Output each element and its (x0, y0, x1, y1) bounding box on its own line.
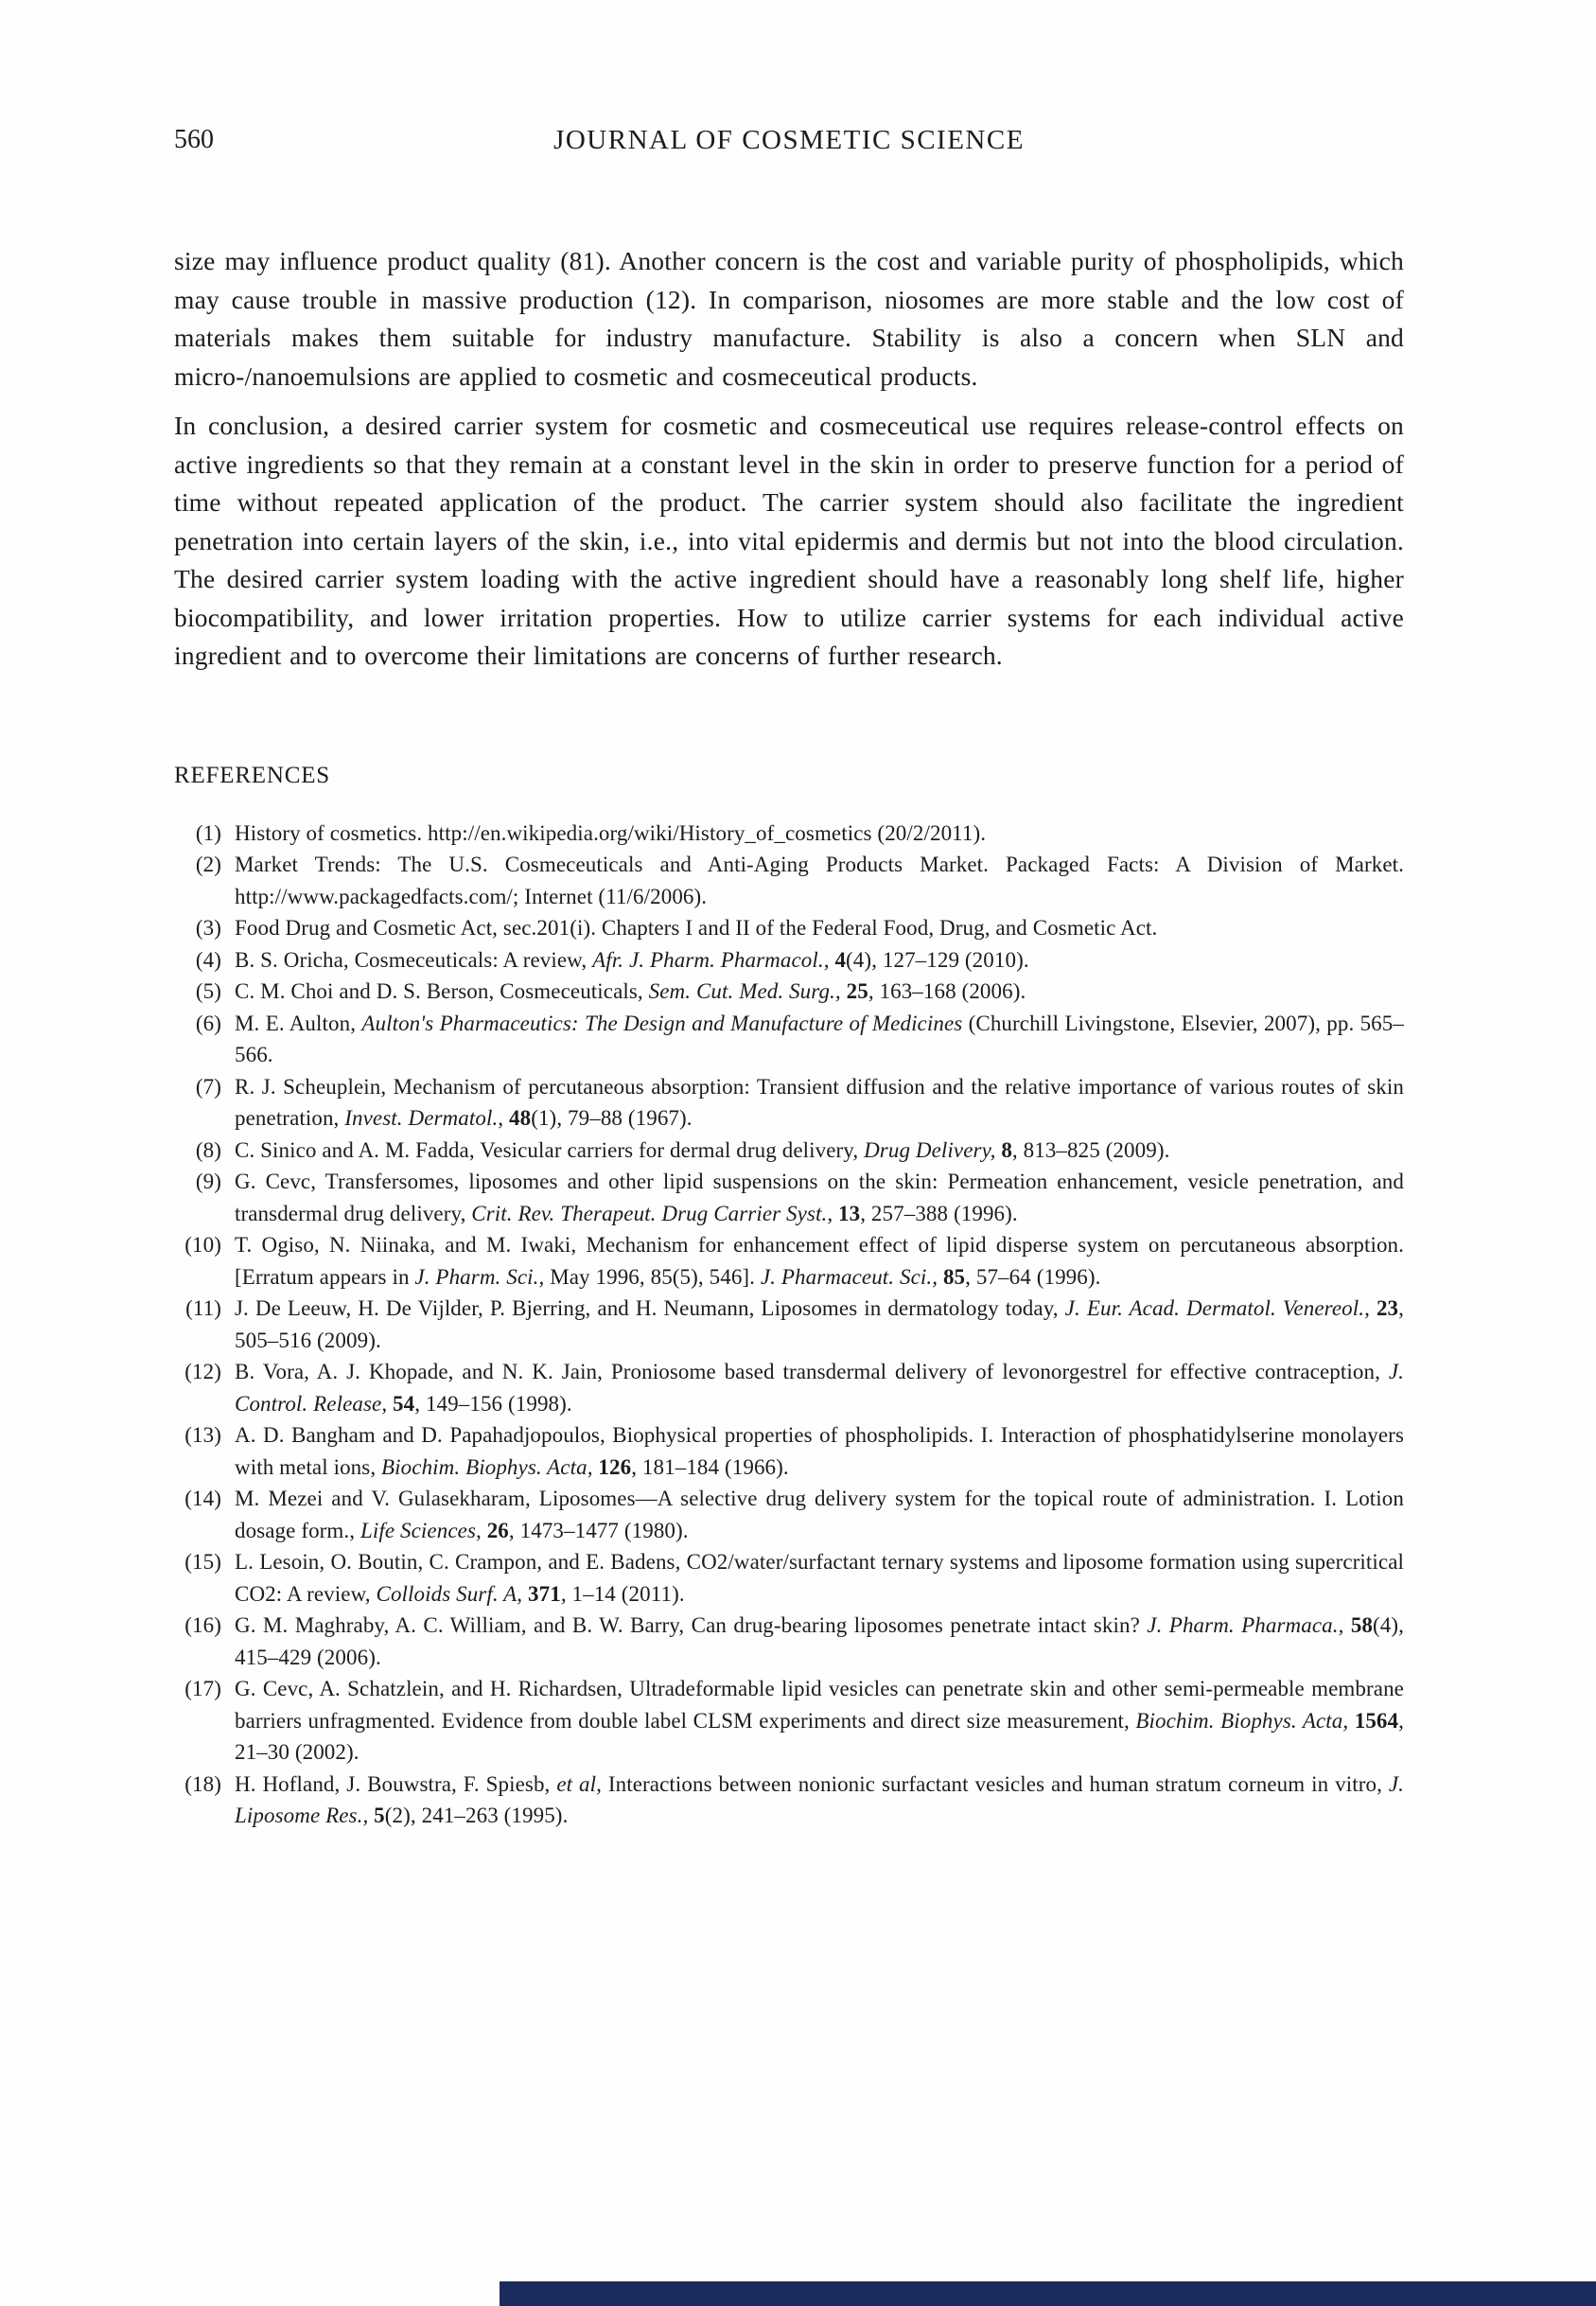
reference-text: C. Sinico and A. M. Fadda, Vesicular carriers for dermal drug delivery, (235, 1137, 865, 1162)
reference-volume-bold: 23 (1376, 1296, 1399, 1320)
reference-number: (2) (195, 853, 221, 876)
reference-number: (12) (184, 1360, 221, 1383)
references-heading: REFERENCES (174, 762, 330, 788)
reference-text: Food Drug and Cosmetic Act, sec.201(i). Chapters I and II of the Federal Food, Drug, and Cosmetic Act. (235, 916, 1158, 940)
reference-text-italic: Drug Delivery, (864, 1137, 1002, 1162)
reference-text-italic: Biochim. Biophys. Acta, (381, 1454, 599, 1479)
reference-item (174, 1293, 1404, 1356)
reference-text: L. Lesoin, O. Boutin, C. Crampon, and E. Badens, CO2/water/surfactant ternary systems and liposome formation using supercritical CO2: A review, (235, 1550, 1404, 1606)
reference-item (174, 1356, 1404, 1419)
reference-text: , 149–156 (1998). (414, 1391, 572, 1416)
reference-text-italic: Sem. Cut. Med. Surg., (648, 979, 847, 1003)
reference-number: (4) (195, 947, 221, 972)
reference-volume-bold: 26 (486, 1518, 509, 1542)
reference-text: , 813–825 (2009). (1011, 1137, 1170, 1162)
reference-text: R. J. Scheuplein, Mechanism of percutaneous absorption: Transient diffusion and the relative importance of various routes of skin penetration, (235, 1074, 1404, 1130)
reference-item (174, 1419, 1404, 1483)
reference-text: May 1996, 85(5), 546]. (550, 1264, 761, 1289)
reference-text: J. De Leeuw, H. De Vijlder, P. Bjerring, and H. Neumann, Liposomes in dermatology today, (235, 1296, 1065, 1320)
reference-text: , 257–388 (1996). (860, 1201, 1018, 1225)
reference-item (174, 944, 1404, 977)
reference-text-italic: J. Eur. Acad. Dermatol. Venereol., (1064, 1296, 1377, 1320)
reference-volume-bold: 8 (1001, 1137, 1012, 1162)
reference-number: (10) (184, 1233, 221, 1257)
reference-number: (11) (185, 1296, 221, 1320)
reference-text-italic: Colloids Surf. A, (376, 1581, 528, 1606)
reference-text: , 505–516 (2009). (235, 1296, 1404, 1352)
reference-item (174, 1166, 1404, 1229)
reference-text: , 1–14 (2011). (560, 1581, 685, 1606)
reference-text: , 1473–1477 (1980). (508, 1518, 689, 1542)
reference-text-italic: Crit. Rev. Therapeut. Drug Carrier Syst., (471, 1201, 839, 1225)
reference-text-italic: J. Control. Release, (235, 1360, 1404, 1416)
reference-text-italic: J. Liposome Res., (235, 1771, 1404, 1827)
reference-text: Interactions between nonionic surfactant vesicles and human stratum corneum in vitro, (607, 1771, 1389, 1796)
reference-item (174, 912, 1404, 944)
reference-text-italic: Invest. Dermatol., (344, 1106, 509, 1130)
reference-text: A. D. Bangham and D. Papahadjopoulos, Biophysical properties of phospholipids. I. Interaction of phosphatidylserine monolayers with metal ions, (235, 1423, 1404, 1479)
reference-number: (18) (184, 1771, 221, 1796)
reference-number: (3) (195, 916, 221, 940)
reference-volume-bold: 4 (834, 947, 847, 972)
reference-text: G. M. Maghraby, A. C. William, and B. W. Barry, Can drug-bearing liposomes penetrate intact skin? (235, 1613, 1148, 1637)
reference-volume-bold: 371 (528, 1581, 561, 1606)
reference-text-italic: Life Sciences, (360, 1518, 487, 1542)
body-paragraph: In conclusion, a desired carrier system for cosmetic and cosmeceutical use requires release-control effects on active ingredients so that they remain at a constant level in the skin in order to preserve function for a period of time without repeated application of the product. The carrier system should also facilitate the ingredient penetration into certain layers of the skin, i.e., into vital epidermis and dermis but not into the blood circulation. The desired carrier system loading with the active ingredient should have a reasonably long shelf life, higher biocompatibility, and lower irritation properties. How to utilize carrier systems for each individual active ingredient and to overcome their limitations are concerns of further research. (174, 411, 1404, 670)
reference-text: H. Hofland, J. Bouwstra, F. Spiesb, (235, 1771, 557, 1796)
reference-text: History of cosmetics. http://en.wikipedia.org/wiki/History_of_cosmetics (20/2/2011). (235, 820, 987, 845)
reference-text: , 163–168 (2006). (868, 979, 1026, 1003)
reference-volume-bold: 5 (374, 1804, 385, 1827)
reference-text: B. Vora, A. J. Khopade, and N. K. Jain, Proniosome based transdermal delivery of levonorgestrel for effective contraception, (235, 1360, 1389, 1383)
reference-text: , 21–30 (2002). (235, 1708, 1404, 1764)
reference-volume-bold: 25 (846, 979, 868, 1003)
reference-number: (16) (184, 1613, 221, 1637)
reference-text-italic: J. Pharmaceut. Sci., (760, 1264, 943, 1289)
reference-text-italic: J. Pharm. Sci., (414, 1264, 551, 1289)
reference-text: (4), 415–429 (2006). (235, 1613, 1404, 1669)
reference-text: (1), 79–88 (1967). (531, 1106, 693, 1130)
reference-item (174, 1229, 1404, 1293)
page-header (174, 125, 1404, 163)
reference-text-italic: et al, (556, 1771, 608, 1796)
reference-item (174, 1610, 1404, 1673)
reference-item (174, 1769, 1404, 1832)
reference-item (174, 1483, 1404, 1546)
reference-number: (14) (184, 1487, 221, 1510)
reference-volume-bold: 1564 (1354, 1708, 1399, 1733)
reference-item (174, 849, 1404, 912)
reference-text-italic: Biochim. Biophys. Acta, (1135, 1708, 1355, 1733)
reference-number: (9) (195, 1170, 221, 1193)
reference-text: C. M. Choi and D. S. Berson, Cosmeceuticals, (235, 979, 649, 1003)
reference-number: (13) (184, 1423, 221, 1447)
reference-number: (5) (195, 979, 221, 1003)
reference-text: G. Cevc, A. Schatzlein, and H. Richardsen, Ultradeformable lipid vesicles can penetrate skin and other semi-permeable membrane barriers unfragmented. Evidence from double label CLSM experiments and direct size measurement, (235, 1677, 1404, 1733)
reference-item (174, 1673, 1404, 1769)
reference-volume-bold: 126 (598, 1454, 632, 1479)
body-text (174, 242, 1404, 676)
reference-volume-bold: 85 (942, 1264, 966, 1289)
reference-item (174, 976, 1404, 1008)
reference-text-italic: J. Pharm. Pharmaca., (1147, 1613, 1351, 1637)
reference-text: T. Ogiso, N. Niinaka, and M. Iwaki, Mechanism for enhancement effect of lipid disperse system on percutaneous absorption. [Erratum appears in (235, 1233, 1404, 1289)
body-paragraph: size may influence product quality (81). Another concern is the cost and variable purity of phospholipids, which may cause trouble in massive production (12). In comparison, niosomes are more stable and the low cost of materials makes them suitable for industry manufacture. Stability is also a concern when SLN and micro-/nanoemulsions are applied to cosmetic and cosmeceutical products. (174, 246, 1404, 391)
reference-text: (4), 127–129 (2010). (846, 947, 1029, 972)
reference-number: (15) (184, 1550, 221, 1574)
reference-text: Market Trends: The U.S. Cosmeceuticals and Anti-Aging Products Market. Packaged Facts: A Division of Market. http://www.packagedfacts.com/; Internet (11/6/2006). (235, 853, 1404, 908)
reference-text-italic: Aulton's Pharmaceutics: The Design and Manufacture of Medicines (361, 1011, 963, 1035)
reference-text: M. E. Aulton, (235, 1011, 362, 1035)
reference-volume-bold: 13 (838, 1201, 861, 1225)
reference-item (174, 1008, 1404, 1071)
journal-title: JOURNAL OF COSMETIC SCIENCE (553, 125, 1025, 155)
scan-artifact-bar (500, 2281, 1596, 2306)
reference-text: G. Cevc, Transfersomes, liposomes and other lipid suspensions on the skin: Permeation enhancement, vesicle penetration, and transdermal drug delivery, (235, 1170, 1404, 1225)
reference-number: (7) (195, 1074, 221, 1099)
reference-number: (8) (195, 1137, 221, 1162)
page-number: 560 (174, 125, 214, 154)
reference-text: , 57–64 (1996). (965, 1264, 1101, 1289)
reference-volume-bold: 54 (393, 1391, 415, 1416)
reference-text: M. Mezei and V. Gulasekharam, Liposomes—A selective drug delivery system for the topical route of administration. I. Lotion dosage form., (235, 1487, 1404, 1542)
reference-volume-bold: 58 (1350, 1613, 1374, 1637)
reference-text: B. S. Oricha, Cosmeceuticals: A review, (235, 947, 593, 972)
reference-number: (17) (184, 1677, 221, 1700)
reference-item (174, 1071, 1404, 1135)
reference-text-italic: Afr. J. Pharm. Pharmacol., (592, 947, 835, 972)
reference-number: (6) (195, 1011, 221, 1035)
reference-item (174, 1546, 1404, 1610)
reference-list (174, 818, 1404, 1832)
reference-item (174, 1135, 1404, 1167)
reference-volume-bold: 48 (509, 1106, 532, 1130)
reference-number: (1) (195, 820, 221, 845)
reference-text: (Churchill Livingstone, Elsevier, 2007), pp. 565–566. (235, 1011, 1404, 1066)
reference-text: (2), 241–263 (1995). (384, 1804, 569, 1827)
reference-text: , 181–184 (1966). (631, 1454, 789, 1479)
reference-item (174, 818, 1404, 850)
